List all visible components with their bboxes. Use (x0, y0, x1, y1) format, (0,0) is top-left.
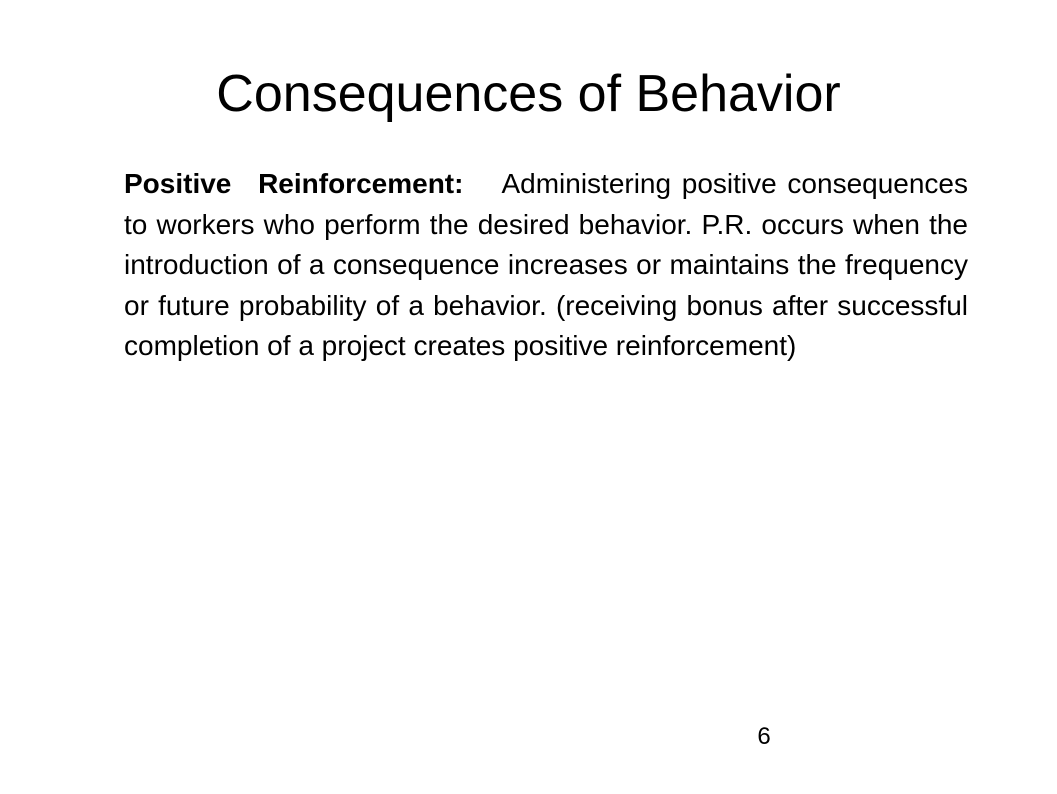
term-label: Positive Reinforcement: (124, 168, 464, 199)
slide-title: Consequences of Behavior (216, 65, 841, 123)
definition-text: Administering positive consequences to workers who perform the desired behavior. P.R. occurs when the introduction of a consequence increases or maintains the frequency or future probability of a behavior. (receiving bonus after successful completion of a project creates positive reinforcement) (124, 168, 968, 361)
definition-paragraph (124, 164, 968, 367)
page-number: 6 (757, 723, 771, 750)
